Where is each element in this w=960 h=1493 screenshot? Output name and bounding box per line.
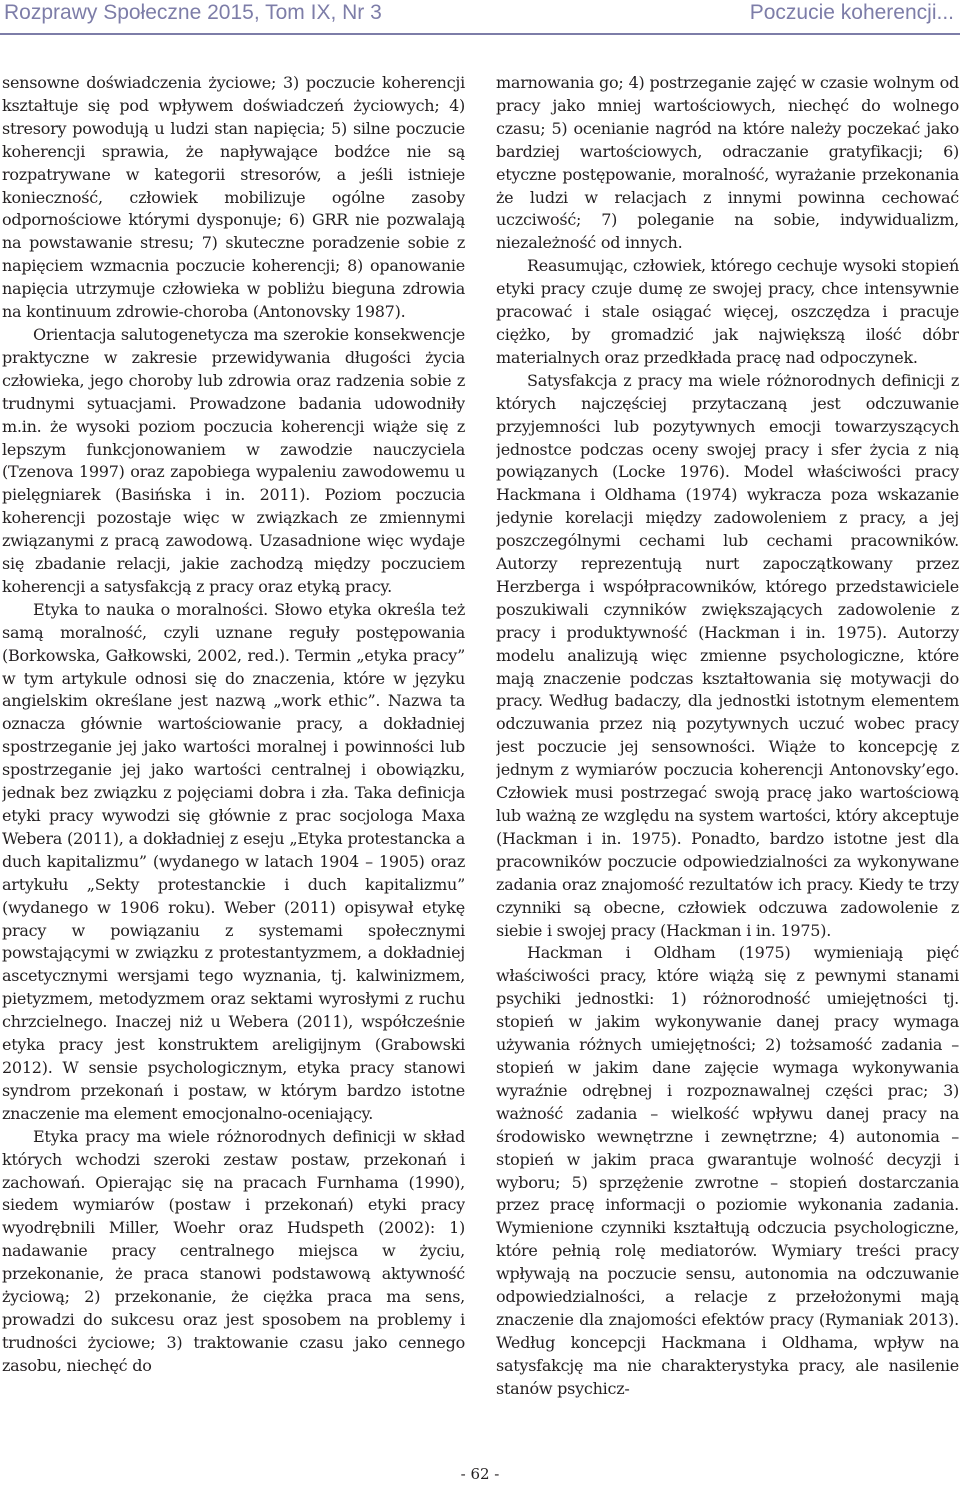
paragraph: Etyka to nauka o moralności. Słowo etyka określa też samą moralność, czyli uznane reguły postępowania (Borkowska, Gałkowski, 2002, red.). Termin „etyka pracy” w tym artykule odnosi się do znaczenia, które w języku angielskim określane jest nazwą „work ethic”. Nazwa ta oznacza głównie wartościowanie pracy, a dokładniej spostrzeganie jej jako wartości moralnej i powinności lub spostrzeganie jej jako wartości centralnej i obowiązku, jednak bez związku z pojęciami dobra i zła. Taka definicja etyki pracy wywodzi się głównie z prac socjologa Maxa Webera (2011), a dokładniej z eseju „Etyka protestancka a duch kapitalizmu” (wydanego w latach 1904 – 1905) oraz artykułu „Sekty protestanckie i duch kapitalizmu” (wydanego w 1906 roku). Weber (2011) opisywał etykę pracy w powiązaniu z systemami społecznymi powstającymi w związku z protestantyzmem, a dokładniej ascetycznymi wersjami tego wyznania, tj. kalwinizmem, pietyzmem, metodyzmem oraz sektami wyrosłymi z ruchu chrzcielnego. Inaczej niż u Webera (2011), współcześnie etyka pracy jest konstruktem areligijnym (Grabowski 2012). W sensie psychologicznym, etyka pracy stanowi syndrom przekonań i postaw, w którym bardzo istotne znaczenie ma element emocjonalno-oceniający. <box>2 599 465 1123</box>
journal-title: Rozprawy Społeczne 2015, Tom IX, Nr 3 <box>4 1 382 24</box>
right-text-column <box>496 72 959 1412</box>
paragraph: Hackman i Oldham (1975) wymieniają pięć właściwości pracy, które wiążą się z pewnymi stanami psychiki jednostki: 1) różnorodność umiejętności tj. stopień w jakim wykonywanie danej pracy wymaga używania różnych umiejętności; 2) tożsamość zadania – stopień w jakim dane zajęcie wymaga wykonywania wyraźnie odrębnej i rozpoznawalnej części prac; 3) ważność zadania – wielkość wpływu danej pracy na środowisko wewnętrzne i zewnętrzne; 4) autonomia – stopień w jakim praca gwarantuje wolność decyzji i wyboru; 5) sprzężenie zwrotne – stopień dostarczania przez pracę informacji o poziomie wykonania zadania. Wymienione czynniki kształtują odczucia psychologiczne, które pełnią rolę mediatorów. Wymiary treści pracy wpływają na poczucie sensu, autonomia na odczuwanie odpowiedzialności, a relacje z przełożonymi mają znaczenie dla znajomości efektów pracy (Rymaniak 2013). Według koncepcji Hackmana i Oldhama, wpływ na satysfakcję ma nie charakterystyka pracy, ale nasilenie stanów psychicz- <box>496 943 959 1398</box>
header-divider <box>0 33 960 35</box>
paragraph: Etyka pracy ma wiele różnorodnych definicji w skład których wchodzi szeroki zestaw postaw, przekonań i zachowań. Opierając się na pracach Furnhama (1990), siedem wymiarów (postaw i przekonań) etyki pracy wyodrębnili Miller, Woehr oraz Hudspeth (2002): 1) nadawanie pracy centralnego miejsca w życiu, przekonanie, że praca stanowi podstawową aktywność życiową; 2) przekonanie, że ciężka praca ma sens, prowadzi do sukcesu oraz jest sposobem na problemy i trudności życiowe; 3) traktowanie czasu jako cennego zasobu, niechęć do <box>2 1126 465 1375</box>
page-header <box>0 0 960 34</box>
paragraph: sensowne doświadczenia życiowe; 3) poczucie koherencji kształtuje się pod wpływem doświadczeń życiowych; 4) stresory powodują u ludzi stan napięcia; 5) silne poczucie koherencji sprawia, że napływające bodźce nie są rozpatrywane w kategorii stresorów, a jeśli istnieje konieczność, człowiek mobilizuje ogólne zasoby odpornościowe którymi dysponuje; 6) GRR nie pozwalają na powstawanie stresu; 7) skuteczne poradzenie sobie z napięciem wzmacnia poczucie koherencji; 8) opanowanie napięcia utrzymuje człowieka w pobliżu bieguna zdrowia na kontinuum zdrowie-choroba (Antonovsky 1987). <box>2 73 465 322</box>
paragraph: Orientacja salutogenetycza ma szerokie konsekwencje praktyczne w zakresie przewidywania długości życia człowieka, jego choroby lub zdrowia oraz radzenia sobie z trudnymi sytuacjami. Prowadzone badania udowodniły m.in. że wysoki poziom poczucia koherencji wiąże się z lepszym funkcjonowaniem w zawodzie nauczyciela (Tzenova 1997) oraz zapobiega wypaleniu zawodowemu u pielęgniarek (Basińska i in. 2011). Poziom poczucia koherencji pozostaje więc w związkach ze zmiennymi związanymi z pracą zawodową. Uzasadnione więc wydaje się zbadanie relacji, jakie zachodzą między poczuciem koherencji a satysfakcją z pracy oraz etyką pracy. <box>2 324 465 596</box>
paragraph: marnowania go; 4) postrzeganie zajęć w czasie wolnym od pracy jako mniej wartościowych, niechęć do wolnego czasu; 5) ocenianie nagród na które należy poczekać jako bardziej wartościowych, odraczanie gratyfikacji; 6) etyczne postępowanie, moralność, wyrażanie przekonania że ludzi w relacjach z innymi powinna cechować uczciwość; 7) poleganie na sobie, indywidualizm, niezależność od innych. <box>496 73 959 253</box>
running-title: Poczucie koherencji... <box>749 1 954 24</box>
paragraph: Reasumując, człowiek, którego cechuje wysoki stopień etyki pracy czuje dumę ze swojej pracy, chce intensywnie pracować i stale osiągać więcej, oszczędza i pracuje ciężko, by gromadzić jak największą ilość dóbr materialnych oraz przedkłada pracę nad odpoczynek. <box>496 256 959 367</box>
page-number: - 62 - <box>460 1465 500 1483</box>
paragraph: Satysfakcja z pracy ma wiele różnorodnych definicji z których najczęściej przytaczaną jest odczuwanie przyjemności lub pozytywnych emocji towarzyszących jednostce podczas oceny swojej pracy i sfer życia z nią powiązanych (Locke 1976). Model właściwości pracy Hackmana i Oldhama (1974) wykracza poza wskazanie jedynie korelacji między zadowoleniem z pracy, a jej poszczególnymi cechami lub cechami pracowników. Autorzy reprezentują nurt zapoczątkowany przez Herzberga i współpracowników, którego przedstawiciele poszukiwali czynników zwiększających zadowolenie z pracy i produktywność (Hackman i in. 1975). Autorzy modelu analizują więc zmienne psychologiczne, które mają znaczenie podczas kształtowania się motywacji do pracy. Według badaczy, dla jednostki istotnym elementem odczuwania przez nią pozytywnych uczuć wobec pracy jest poczucie jej sensowności. Wiąże to koncepcję z jednym z wymiarów poczucia koherencji Antonovsky’ego. Człowiek musi postrzegać swoją pracę jako wartościową lub ważną ze względu na system wartości, który akceptuje (Hackman i in. 1975). Ponadto, bardzo istotne jest dla pracowników poczucie odpowiedzialności za wykonywane zadania oraz znajomość rezultatów ich pracy. Kiedy te trzy czynniki są obecne, człowiek odczuwa zadowolenie z siebie i swojej pracy (Hackman i in. 1975). <box>496 370 959 940</box>
left-text-column <box>2 72 465 1412</box>
